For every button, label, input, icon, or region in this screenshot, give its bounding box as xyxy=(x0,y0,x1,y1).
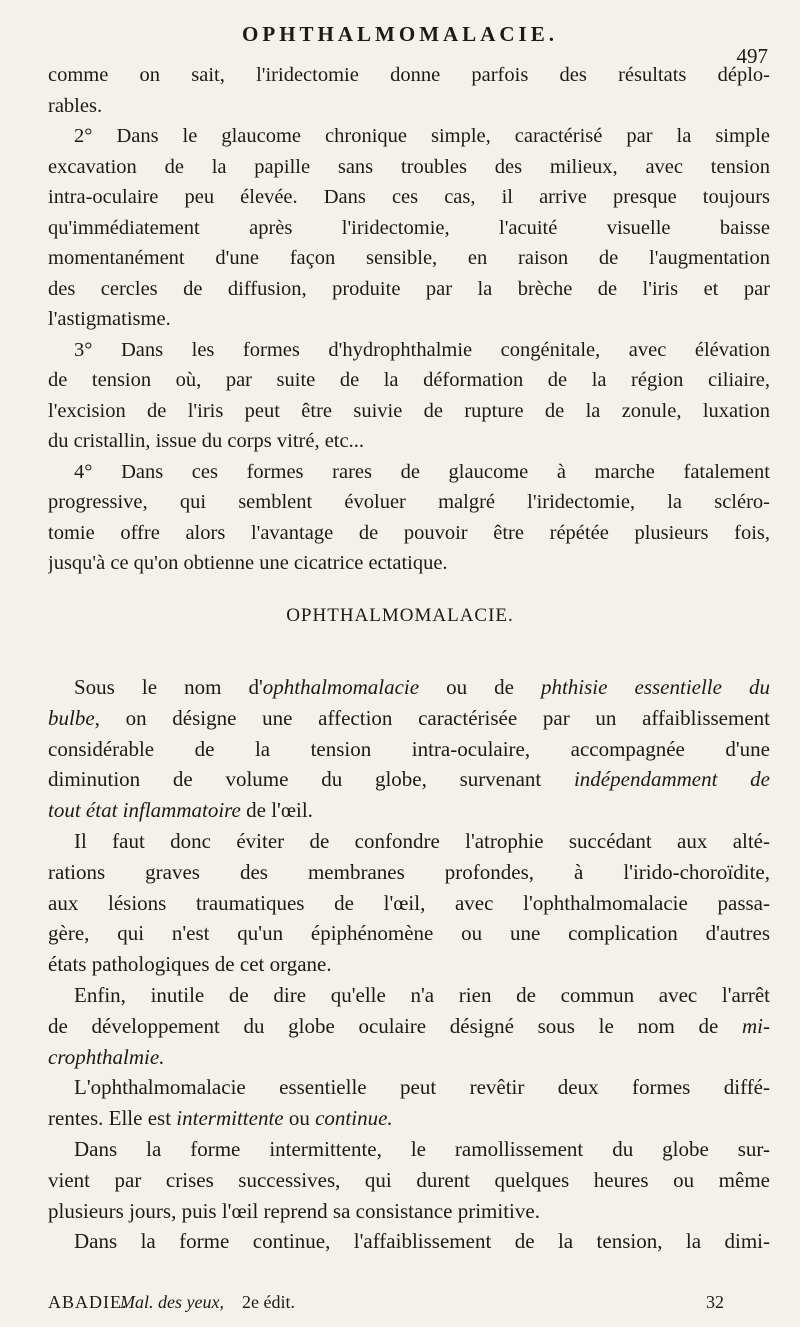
page-header xyxy=(0,22,800,68)
page-number: 497 xyxy=(736,44,768,68)
text-line: intra-oculaire peu élevée. Dans ces cas, il arrive presque toujours xyxy=(48,186,770,208)
text-line: gère, qui n'est qu'un épiphénomène ou une complication d'autres xyxy=(48,921,770,946)
text-line: qu'immédiatement après l'iridectomie, l'acuité visuelle baisse xyxy=(48,216,770,239)
text-line: des cercles de diffusion, produite par la brèche de l'iris et par xyxy=(48,277,770,300)
text-line: Sous le nom d'ophthalmomalacie ou de phthisie essentielle du xyxy=(74,675,770,699)
text-line: l'astigmatisme. xyxy=(48,308,171,330)
text-line: crophthalmie. xyxy=(48,1044,165,1069)
footer-book-title: Mal. des yeux, xyxy=(120,1292,224,1312)
text-line: momentanément d'une façon sensible, en raison de l'augmentation xyxy=(48,247,770,269)
text-line: jusqu'à ce qu'on obtienne une cicatrice ectatique. xyxy=(48,552,448,574)
text-line: plusieurs jours, puis l'œil reprend sa consistance primitive. xyxy=(48,1198,540,1223)
text-line: rations graves des membranes profondes, à l'irido-choroïdite, xyxy=(48,859,770,884)
text-line: l'excision de l'iris peut être suivie de rupture de la zonule, luxation xyxy=(48,399,770,422)
glaucoma-contraindications-text xyxy=(48,60,770,579)
text-line: du cristallin, issue du corps vitré, etc... xyxy=(48,430,364,452)
text-line: tout état inflammatoire de l'œil. xyxy=(48,798,313,823)
text-line: Enfin, inutile de dire qu'elle n'a rien de commun avec l'arrêt xyxy=(74,982,770,1007)
text-line: rables. xyxy=(48,94,103,117)
text-line: Dans la forme intermittente, le ramollissement du globe sur- xyxy=(74,1136,770,1161)
footer-sheet-number: 32 xyxy=(706,1292,724,1312)
text-line: considérable de la tension intra-oculaire, accompagnée d'une xyxy=(48,736,770,761)
text-line: progressive, qui semblent évoluer malgré l'iridectomie, la scléro- xyxy=(48,491,770,513)
text-line: excavation de la papille sans troubles des milieux, avec tension xyxy=(48,155,770,178)
footer-edition: 2e édit. xyxy=(242,1292,295,1312)
text-line: L'ophthalmomalacie essentielle peut revêtir deux formes diffé- xyxy=(74,1075,770,1100)
text-line: de développement du globe oculaire désigné sous le nom de mi- xyxy=(48,1013,770,1038)
running-title: OPHTHALMOMALACIE. xyxy=(242,22,558,46)
text-line: états pathologiques de cet organe. xyxy=(48,952,332,977)
text-line: 4° Dans ces formes rares de glaucome à marche fatalement xyxy=(74,460,770,483)
footer-author: ABADIE. xyxy=(48,1292,128,1312)
text-line: vient par crises successives, qui durent quelques heures ou même xyxy=(48,1167,770,1192)
text-line: comme on sait, l'iridectomie donne parfois des résultats déplo- xyxy=(48,64,770,86)
text-line: tomie offre alors l'avantage de pouvoir être répétée plusieurs fois, xyxy=(48,521,770,544)
ophthalmomalacia-section-text xyxy=(48,672,770,1257)
text-line: de tension où, par suite de la déformation de la région ciliaire, xyxy=(48,369,770,391)
text-line: 3° Dans les formes d'hydrophthalmie congénitale, avec élévation xyxy=(74,338,770,361)
text-line: diminution de volume du globe, survenant indépendamment de xyxy=(48,767,770,792)
text-line: rentes. Elle est intermittente ou continue. xyxy=(48,1106,393,1131)
text-line: aux lésions traumatiques de l'œil, avec l'ophthalmomalacie passa- xyxy=(48,890,770,915)
section-title: OPHTHALMOMALACIE. xyxy=(286,605,514,626)
text-line: Dans la forme continue, l'affaiblissement de la tension, la dimi- xyxy=(74,1229,770,1254)
text-line: 2° Dans le glaucome chronique simple, caractérisé par la simple xyxy=(74,125,770,147)
text-line: bulbe, on désigne une affection caractérisée par un affaiblissement xyxy=(48,705,770,730)
text-line: Il faut donc éviter de confondre l'atrophie succédant aux alté- xyxy=(74,828,770,853)
